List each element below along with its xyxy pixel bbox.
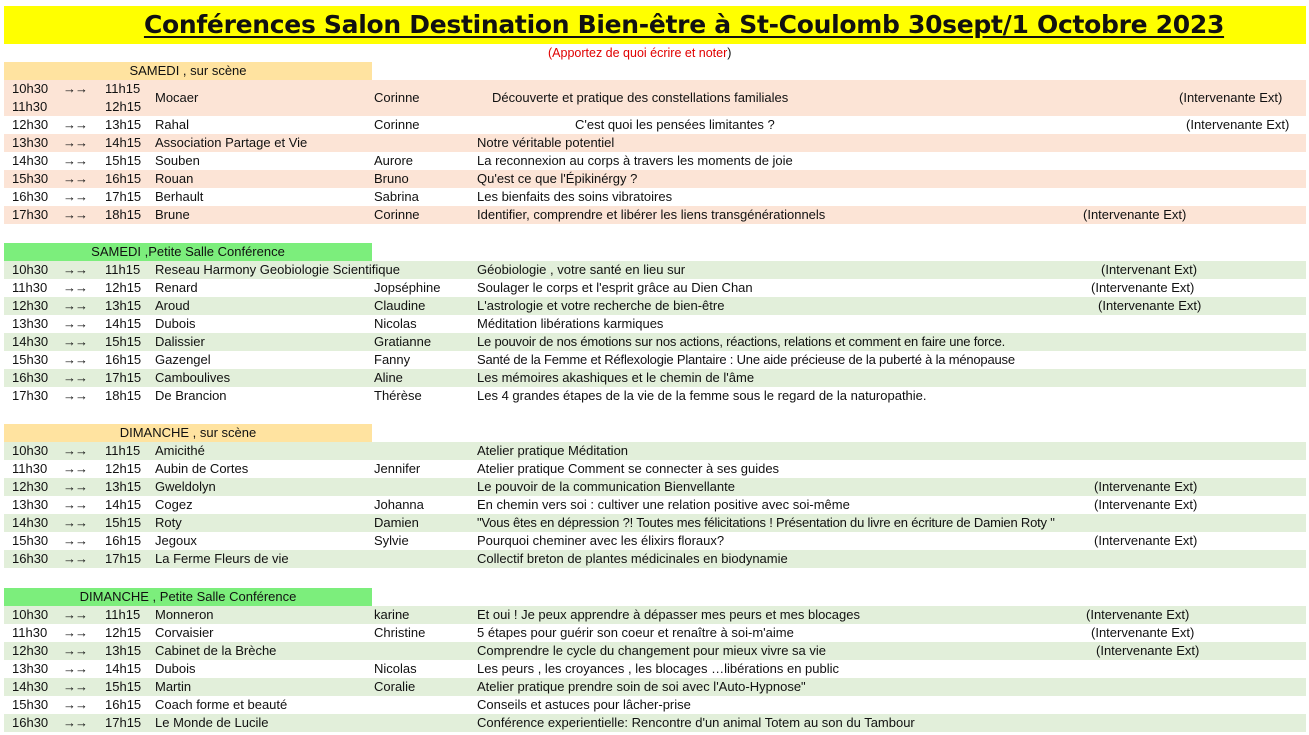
start-time: 11h30 (12, 280, 48, 295)
speaker-name: Rahal (155, 117, 189, 132)
speaker-first: Corinne (374, 117, 420, 132)
end-time: 12h15 (105, 461, 142, 476)
start-times (12, 80, 48, 116)
section-heading: SAMEDI , sur scène (4, 62, 372, 80)
arrow: →→ (63, 533, 87, 548)
start-time: 12h30 (12, 117, 49, 132)
start-time: 16h30 (12, 370, 49, 385)
table-row (4, 624, 1306, 642)
end-time: 16h15 (105, 533, 142, 548)
section-heading: SAMEDI ,Petite Salle Conférence (4, 243, 372, 261)
table-row (4, 514, 1306, 532)
topic: Soulager le corps et l'esprit grâce au Dien Chan (477, 280, 753, 295)
speaker-name: Association Partage et Vie (155, 135, 308, 150)
table-row (4, 134, 1306, 152)
table-row (4, 442, 1306, 460)
speaker-name: Amicithé (155, 443, 205, 458)
start-time: 12h30 (12, 298, 49, 313)
end-time: 17h15 (105, 370, 142, 385)
table-row (4, 297, 1306, 315)
speaker-first: Johanna (374, 497, 424, 512)
end-time: 11h15 (105, 607, 141, 622)
table-row (4, 333, 1306, 351)
table-row (4, 606, 1306, 624)
start-time: 16h30 (12, 189, 49, 204)
topic: Collectif breton de plantes médicinales en biodynamie (477, 551, 788, 566)
speaker-name: Camboulives (155, 370, 231, 385)
start-time: 11h30 (12, 461, 48, 476)
start-time: 12h30 (12, 643, 49, 658)
end-time: 14h15 (105, 497, 142, 512)
end-time: 11h15 (105, 81, 141, 96)
end-time: 13h15 (105, 298, 142, 313)
speaker-first: Aline (374, 370, 403, 385)
speaker-first: Aurore (374, 153, 414, 168)
table-row (4, 261, 1306, 279)
speaker-name: Reseau Harmony Geobiologie Scientifique (155, 262, 400, 277)
end-time: 15h15 (105, 679, 142, 694)
speaker-first: Gratianne (374, 334, 432, 349)
start-time: 15h30 (12, 352, 49, 367)
speaker-name: Dubois (155, 316, 196, 331)
topic: Pourquoi cheminer avec les élixirs floraux? (477, 533, 725, 548)
start-time: 14h30 (12, 153, 49, 168)
arrow: →→ (63, 316, 87, 331)
speaker-name: Dubois (155, 661, 196, 676)
speaker-name: Rouan (155, 171, 194, 186)
arrow: →→ (63, 515, 87, 530)
topic: Comprendre le cycle du changement pour mieux vivre sa vie (477, 643, 827, 658)
topic: Conseils et astuces pour lâcher-prise (477, 697, 691, 712)
topic: 5 étapes pour guérir son coeur et renaître à soi-m'aime (477, 625, 794, 640)
arrow: →→ (63, 207, 87, 222)
end-time: 14h15 (105, 661, 142, 676)
start-time: 11h30 (12, 625, 48, 640)
table-row (4, 80, 1306, 116)
ext-tag: (Intervenante Ext) (1179, 90, 1283, 105)
topic: Les bienfaits des soins vibratoires (477, 189, 673, 204)
table-row (4, 550, 1306, 568)
arrow: →→ (63, 661, 87, 676)
speaker-first: Bruno (374, 171, 409, 186)
end-time: 12h15 (105, 99, 142, 114)
table-row (4, 496, 1306, 514)
table-row (4, 369, 1306, 387)
speaker-first: Jopséphine (374, 280, 441, 295)
table-row (4, 170, 1306, 188)
table-row (4, 532, 1306, 550)
topic: En chemin vers soi : cultiver une relation positive avec soi-même (477, 497, 850, 512)
topic: Les peurs , les croyances , les blocages …libérations en public (477, 661, 840, 676)
section-samedi-scene (4, 62, 1306, 224)
arrow: →→ (63, 461, 87, 476)
arrow: →→ (63, 607, 87, 622)
end-time: 15h15 (105, 334, 142, 349)
end-time: 14h15 (105, 135, 142, 150)
speaker-first: Sylvie (374, 533, 409, 548)
end-time: 18h15 (105, 388, 142, 403)
title-bar (4, 6, 1306, 44)
topic: Le pouvoir de la communication Bienvellante (477, 479, 735, 494)
speaker-name: Cogez (155, 497, 193, 512)
start-time: 16h30 (12, 715, 49, 730)
end-time: 16h15 (105, 697, 142, 712)
speaker-name: Aroud (155, 298, 190, 313)
table-row (4, 152, 1306, 170)
speaker-first: karine (374, 607, 410, 622)
table-row (4, 206, 1306, 224)
start-time: 17h30 (12, 207, 49, 222)
section-dimanche-scene (4, 424, 1306, 568)
end-time: 16h15 (105, 171, 142, 186)
speaker-name: Jegoux (155, 533, 197, 548)
start-time: 13h30 (12, 661, 49, 676)
end-time: 13h15 (105, 117, 142, 132)
arrow: →→ (63, 643, 87, 658)
topic: L'astrologie et votre recherche de bien-être (477, 298, 725, 313)
end-time: 15h15 (105, 153, 142, 168)
topic: Atelier pratique Méditation (477, 443, 629, 458)
topic: La reconnexion au corps à travers les moments de joie (477, 153, 793, 168)
speaker-first: Corinne (374, 90, 420, 105)
start-time: 14h30 (12, 515, 49, 530)
topic: Le pouvoir de nos émotions sur nos actions, réactions, relations et comment en faire une force. (477, 334, 1006, 349)
ext-tag: (Intervenante Ext) (1086, 607, 1190, 622)
table-row (4, 460, 1306, 478)
arrow: →→ (63, 262, 87, 277)
topic: Atelier pratique Comment se connecter à ses guides (477, 461, 780, 476)
speaker-name: Roty (155, 515, 182, 530)
arrow: →→ (63, 479, 87, 494)
arrow: →→ (63, 298, 87, 313)
speaker-name: Le Monde de Lucile (155, 715, 269, 730)
arrow: →→ (63, 715, 87, 730)
topic: Les mémoires akashiques et le chemin de l'âme (477, 370, 755, 385)
topic: Les 4 grandes étapes de la vie de la femme sous le regard de la naturopathie. (477, 388, 927, 403)
ext-tag: (Intervenante Ext) (1094, 533, 1198, 548)
start-time: 16h30 (12, 551, 49, 566)
start-time: 11h30 (12, 99, 48, 114)
speaker-name: Mocaer (155, 90, 199, 105)
end-time: 17h15 (105, 715, 142, 730)
table-row (4, 351, 1306, 369)
topic: C'est quoi les pensées limitantes ? (575, 117, 775, 132)
speaker-name: Dalissier (155, 334, 205, 349)
arrow: →→ (63, 171, 87, 186)
speaker-name: Aubin de Cortes (155, 461, 249, 476)
ext-tag: (Intervenante Ext) (1094, 497, 1198, 512)
arrow: →→ (63, 443, 87, 458)
topic: Méditation libérations karmiques (477, 316, 664, 331)
speaker-first: Jennifer (374, 461, 421, 476)
speaker-name: De Brancion (155, 388, 227, 403)
page-title: Conférences Salon Destination Bien-être à St-Coulomb 30sept/1 Octobre 2023 (143, 10, 1225, 39)
start-time: 13h30 (12, 316, 49, 331)
speaker-name: Coach forme et beauté (155, 697, 288, 712)
end-time: 13h15 (105, 643, 142, 658)
note-close: ) (727, 46, 732, 60)
speaker-first: Nicolas (374, 316, 417, 331)
topic: Géobiologie , votre santé en lieu sur (477, 262, 686, 277)
end-time: 12h15 (105, 625, 142, 640)
table-row (4, 116, 1306, 134)
section-dimanche-petite-salle (4, 588, 1306, 732)
arrow: →→ (63, 189, 87, 204)
ext-tag: (Intervenante Ext) (1096, 643, 1200, 658)
start-time: 10h30 (12, 607, 49, 622)
speaker-first: Sabrina (374, 189, 419, 204)
table-row (4, 478, 1306, 496)
ext-tag: (Intervenant Ext) (1101, 262, 1198, 277)
section-samedi-petite-salle (4, 243, 1306, 405)
arrow: →→ (63, 697, 87, 712)
table-row (4, 387, 1306, 405)
speaker-name: Gweldolyn (155, 479, 216, 494)
speaker-name: Martin (155, 679, 192, 694)
topic: Atelier pratique prendre soin de soi avec l'Auto-Hypnose" (477, 679, 806, 694)
arrow: →→ (63, 153, 87, 168)
arrow: →→ (63, 334, 87, 349)
section-heading: DIMANCHE , sur scène (4, 424, 372, 442)
end-time: 12h15 (105, 280, 142, 295)
arrow: →→ (63, 81, 87, 96)
start-time: 15h30 (12, 697, 49, 712)
speaker-name: La Ferme Fleurs de vie (155, 551, 289, 566)
ext-tag: (Intervenante Ext) (1098, 298, 1202, 313)
topic: "Vous êtes en dépression ?! Toutes mes félicitations ! Présentation du livre en écriture de Damien Roty " (477, 515, 1055, 530)
arrow: →→ (63, 370, 87, 385)
arrow: →→ (63, 388, 87, 403)
start-time: 14h30 (12, 334, 49, 349)
topic: Identifier, comprendre et libérer les liens transgénérationnels (477, 207, 826, 222)
start-time: 13h30 (12, 497, 49, 512)
speaker-first: Christine (374, 625, 426, 640)
topic: Santé de la Femme et Réflexologie Plantaire : Une aide précieuse de la puberté à la ménopause (477, 352, 1015, 367)
end-time: 17h15 (105, 551, 142, 566)
note-text: (Apportez de quoi écrire et noter (548, 46, 728, 60)
speaker-first: Coralie (374, 679, 416, 694)
start-time: 12h30 (12, 479, 49, 494)
ext-tag: (Intervenante Ext) (1091, 280, 1195, 295)
start-time: 14h30 (12, 679, 49, 694)
note (548, 46, 731, 60)
table-row (4, 660, 1306, 678)
end-time: 18h15 (105, 207, 142, 222)
table-row (4, 678, 1306, 696)
end-time: 11h15 (105, 443, 141, 458)
start-time: 10h30 (12, 443, 49, 458)
start-time: 17h30 (12, 388, 49, 403)
arrow: →→ (63, 117, 87, 132)
table-row (4, 188, 1306, 206)
arrow: →→ (63, 679, 87, 694)
topic: Découverte et pratique des constellations familiales (492, 90, 789, 105)
table-row (4, 642, 1306, 660)
topic: Et oui ! Je peux apprendre à dépasser mes peurs et mes blocages (477, 607, 860, 622)
end-time: 15h15 (105, 515, 142, 530)
speaker-name: Monneron (155, 607, 214, 622)
arrow: →→ (63, 551, 87, 566)
speaker-name: Souben (155, 153, 200, 168)
table-row (4, 279, 1306, 297)
ext-tag: (Intervenante Ext) (1094, 479, 1198, 494)
speaker-name: Brune (155, 207, 190, 222)
speaker-name: Corvaisier (155, 625, 214, 640)
table-row (4, 714, 1306, 732)
speaker-name: Cabinet de la Brèche (155, 643, 277, 658)
ext-tag: (Intervenante Ext) (1091, 625, 1195, 640)
end-time: 11h15 (105, 262, 141, 277)
start-time: 10h30 (12, 262, 49, 277)
table-row (4, 696, 1306, 714)
topic: Qu'est ce que l'Épikinérgy ? (477, 171, 638, 186)
start-time: 15h30 (12, 171, 49, 186)
arrow: →→ (63, 280, 87, 295)
speaker-first: Damien (374, 515, 419, 530)
ext-tag: (Intervenante Ext) (1186, 117, 1290, 132)
end-time: 16h15 (105, 352, 142, 367)
start-time: 10h30 (12, 81, 49, 96)
speaker-first: Claudine (374, 298, 426, 313)
arrow: →→ (63, 497, 87, 512)
topic: Notre véritable potentiel (477, 135, 615, 150)
speaker-first: Fanny (374, 352, 411, 367)
speaker-first: Nicolas (374, 661, 417, 676)
speaker-name: Renard (155, 280, 198, 295)
end-time: 17h15 (105, 189, 142, 204)
ext-tag: (Intervenante Ext) (1083, 207, 1187, 222)
start-time: 15h30 (12, 533, 49, 548)
speaker-first: Corinne (374, 207, 420, 222)
arrow: →→ (63, 135, 87, 150)
speaker-name: Gazengel (155, 352, 211, 367)
topic: Conférence experientielle: Rencontre d'un animal Totem au son du Tambour (477, 715, 915, 730)
speaker-name: Berhault (155, 189, 204, 204)
arrow: →→ (63, 625, 87, 640)
speaker-first: Thérèse (374, 388, 422, 403)
end-times (105, 80, 141, 116)
start-time: 13h30 (12, 135, 49, 150)
end-time: 14h15 (105, 316, 142, 331)
end-time: 13h15 (105, 479, 142, 494)
arrow: →→ (63, 352, 87, 367)
section-heading: DIMANCHE , Petite Salle Conférence (4, 588, 372, 606)
table-row (4, 315, 1306, 333)
